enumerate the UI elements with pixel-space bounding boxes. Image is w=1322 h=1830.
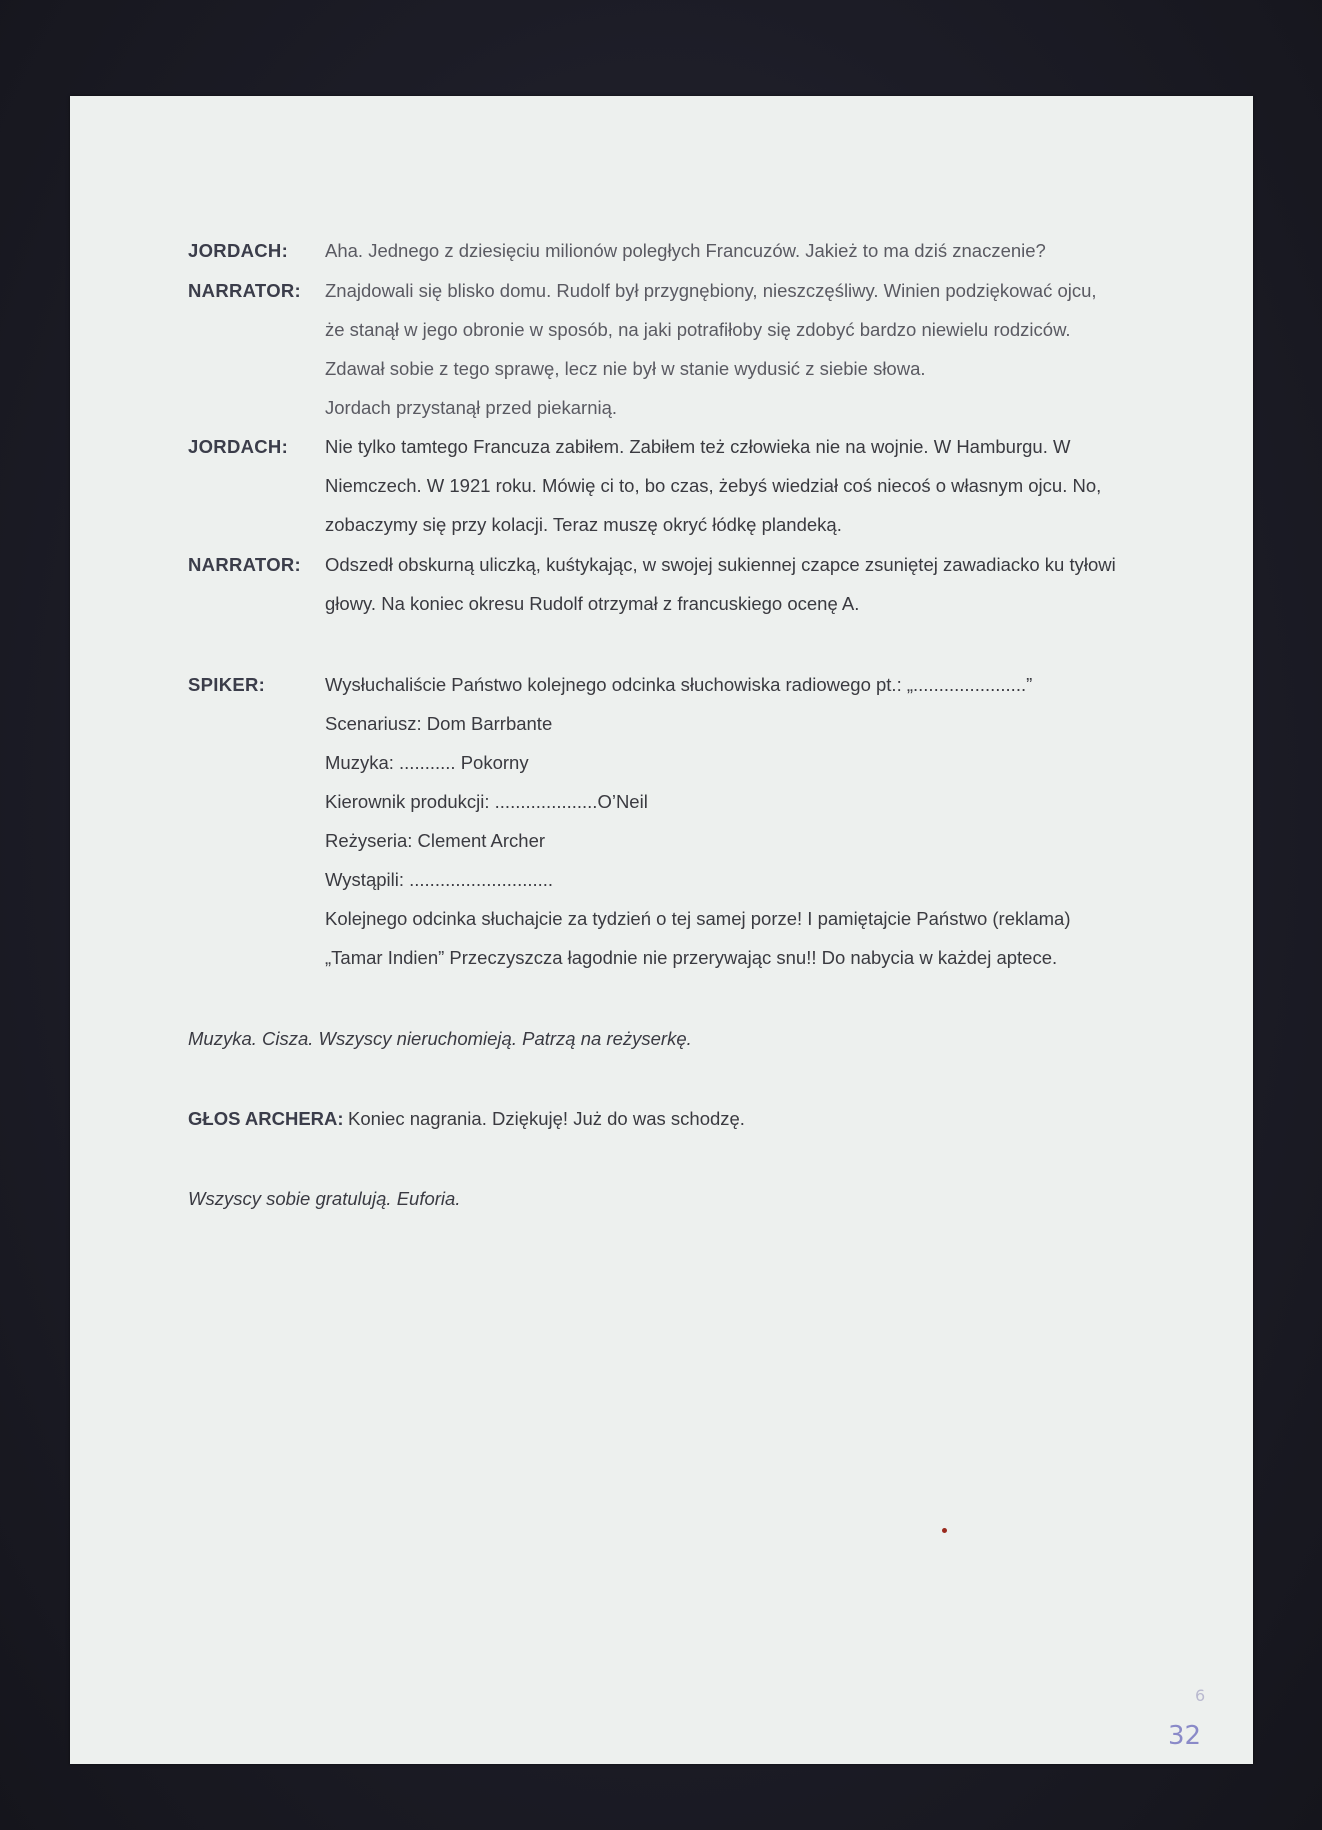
spiker-line: Reżyseria: Clement Archer <box>325 830 546 851</box>
page-number-handwritten: 32 <box>1168 1721 1202 1751</box>
spiker-line: Muzyka: ........... Pokorny <box>325 752 529 773</box>
archer-line <box>188 1108 745 1132</box>
page-mark-small: 6 <box>1195 1686 1206 1705</box>
dialogue-line: Znajdowali się blisko domu. Rudolf był przygnębiony, nieszczęśliwy. Winien podziękować ojcu, <box>325 280 1097 301</box>
dialogue-line: zobaczymy się przy kolacji. Teraz muszę okryć łódkę plandeką. <box>325 514 842 535</box>
stage-direction: Wszyscy sobie gratulują. Euforia. <box>188 1188 461 1209</box>
dialogue-line: Niemczech. W 1921 roku. Mówię ci to, bo czas, żebyś wiedział coś niecoś o własnym ojcu. No, <box>325 475 1102 496</box>
dialogue-line: Jordach przystanął przed piekarnią. <box>325 397 618 418</box>
spiker-line: Scenariusz: Dom Barrbante <box>325 713 553 734</box>
speaker-label: JORDACH: <box>188 240 289 261</box>
ink-stain <box>942 1528 947 1533</box>
dialogue-line: że stanął w jego obronie w sposób, na jaki potrafiłoby się zdobyć bardzo niewielu rodziców. <box>325 319 1071 340</box>
dialogue-line: Zdawał sobie z tego sprawę, lecz nie był w stanie wydusić z siebie słowa. <box>325 358 926 379</box>
spiker-line: Wysłuchaliście Państwo kolejnego odcinka słuchowiska radiowego pt.: „......................” <box>325 674 1033 695</box>
dialogue-line: Nie tylko tamtego Francuza zabiłem. Zabiłem też człowieka nie na wojnie. W Hamburgu. W <box>325 436 1071 457</box>
speaker-label: JORDACH: <box>188 436 289 457</box>
speaker-label: NARRATOR: <box>188 280 302 301</box>
dialogue-line: Koniec nagrania. Dziękuję! Już do was schodzę. <box>348 1108 745 1129</box>
spiker-line: Wystąpili: ............................ <box>325 869 554 890</box>
spiker-line: Kolejnego odcinka słuchajcie za tydzień o tej samej porze! I pamiętajcie Państwo (reklama) <box>325 908 1071 929</box>
speaker-label: GŁOS ARCHERA: <box>188 1108 344 1129</box>
dialogue-line: Aha. Jednego z dziesięciu milionów poległych Francuzów. Jakież to ma dziś znaczenie? <box>325 240 1046 261</box>
spiker-line: Kierownik produkcji: ....................O’Neil <box>325 791 648 812</box>
spiker-line: „Tamar Indien” Przeczyszcza łagodnie nie przerywając snu!! Do nabycia w każdej aptece. <box>325 947 1058 968</box>
dialogue-line: głowy. Na koniec okresu Rudolf otrzymał z francuskiego ocenę A. <box>325 593 860 614</box>
document-page <box>70 96 1253 1764</box>
dialogue-line: Odszedł obskurną uliczką, kuśtykając, w swojej sukiennej czapce zsuniętej zawadiacko ku tyłowi <box>325 554 1116 575</box>
stage-direction: Muzyka. Cisza. Wszyscy nieruchomieją. Patrzą na reżyserkę. <box>188 1028 692 1049</box>
speaker-label: SPIKER: <box>188 674 266 695</box>
speaker-label: NARRATOR: <box>188 554 302 575</box>
